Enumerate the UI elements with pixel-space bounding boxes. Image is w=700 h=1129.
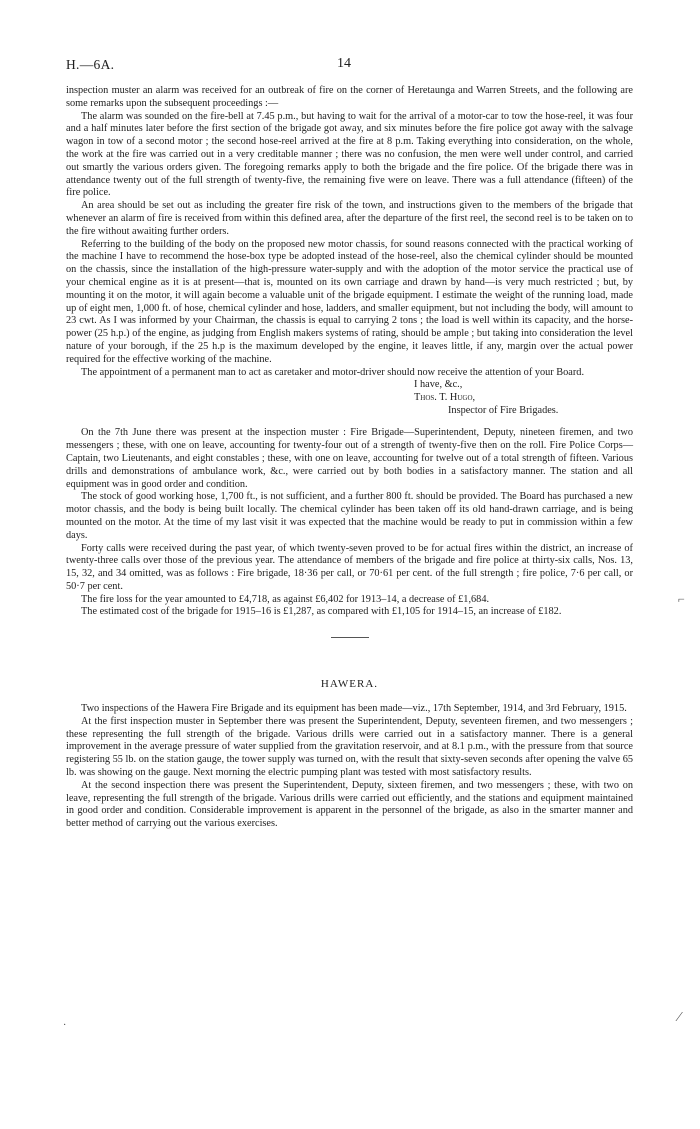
margin-mark: ⁄ xyxy=(678,1010,681,1025)
paragraph: At the second inspection there was present the Superintendent, Deputy, sixteen firemen, and two messengers ; these, with two on leave, representing the full strength of the brigade. Various drills were carried out efficiently, and the stations and equipment maintained in good order and condition. Considerable improvement is apparent in the personnel of the brigade, as also in the smarter manner and better method of carrying out the various exercises. xyxy=(66,779,633,830)
signature-name: Thos. T. Hugo, xyxy=(414,392,476,404)
paragraph: The alarm was sounded on the fire-bell at 7.45 p.m., but having to wait for the arrival of a motor-car to tow the hose-reel, it was four and a half minutes later before the first section of the brigade got away, and six minutes before the fire police got away with the salvage wagon in tow of a second motor ; the second hose-reel arrived at the fire at 8 p.m. Taking everything into consideration, on the whole, the work at the fire was carried out in a very creditable manner ; there was no confusion, the men were well under control, and carried out smartly the various orders given. The foregoing remarks apply to both the brigade and the fire police. Of the brigade there was in attendance twenty out of the full strength of twenty-five, the remaining five were on leave. There was a full attendance (fifteen) of the fire police. xyxy=(66,110,633,199)
margin-mark: ⌐ xyxy=(678,592,685,606)
document-reference: H.—6A. xyxy=(66,57,115,72)
paragraph: An area should be set out as including the greater fire risk of the town, and instructions given to the members of the brigade that whenever an alarm of fire is received from within this defined area, after the departure of the first reel, the second reel is to be taken on to the fire without awaiting further orders. xyxy=(66,200,633,237)
paragraph: The fire loss for the year amounted to £4,718, as against £6,402 for 1913–14, a decrease of £1,684. xyxy=(81,593,490,605)
paragraph: Forty calls were received during the past year, of which twenty-seven proved to be for actual fires within the district, an increase of twenty-three calls over those of the previous year. The attendance of members of the brigade and fire police at thirty-six calls, Nos. 13, 15, 32, and 34 omitted, was as follows : Fire brigade, 18·36 per call, or 70·61 per cent. of the full strength ; fire police, 7·6 per call, or 50·7 per cent. xyxy=(66,542,633,592)
margin-mark: · xyxy=(63,1020,67,1031)
signature-title: Inspector of Fire Brigades. xyxy=(448,405,559,417)
paragraph: inspection muster an alarm was received for an outbreak of fire on the corner of Heretaunga and Warren Streets, and the following are some remarks upon the subsequent proceedings :— xyxy=(66,85,633,109)
signature-closing: I have, &c., xyxy=(414,379,463,391)
paragraph: Referring to the building of the body on the proposed new motor chassis, for sound reasons connected with the practical working of the machine I have to recommend the hose-box type be adopted instead of the hose-reel, also the chemical cylinder should be mounted on the chassis, since the installation of the high-pressure water-supply and with the adoption of the motor service the practical use of your chemical engine as it is at present—that is, mounted on its own carriage and drawn by hand—is very much restricted ; but, by mounting it on the motor, it will again become a valuable unit of the brigade equipment. I estimate the weight of the running load, made up of eight men, 1,000 ft. of hose, chemical cylinder and hose, ladders, and smaller equipment, but not including the body, will amount to 23 cwt. As I was informed by your Chairman, the chassis is equal to carrying 2 tons ; the load is well within its capacity, and the horse-power (25 h.p.) of the engine, as judging from English makers systems of rating, should be ample ; but taking into consideration the level nature of your borough, if the 25 h.p is the maximum developed by the engine, it leaves little, if any, margin over the actual power required for the effective working of the machine. xyxy=(66,238,633,365)
section-divider xyxy=(331,637,369,638)
paragraph: Two inspections of the Hawera Fire Brigade and its equipment has been made—viz., 17th September, 1914, and 3rd February, 1915. xyxy=(81,703,627,715)
paragraph: The stock of good working hose, 1,700 ft., is not sufficient, and a further 800 ft. should be provided. The Board has purchased a new motor chassis, and the body is being built locally. The chemical cylinder has been taken off its old hand-drawn carriage, and is being mounted on the motor. At the time of my last visit it was expected that the machine would be ready to put in commission within a few days. xyxy=(66,491,633,541)
section-heading: HAWERA. xyxy=(320,678,379,691)
paragraph: The estimated cost of the brigade for 1915–16 is £1,287, as compared with £1,105 for 1914–15, an increase of £182. xyxy=(81,606,562,618)
paragraph: On the 7th June there was present at the inspection muster : Fire Brigade—Superintendent, Deputy, nineteen firemen, and two messengers ; these, with one on leave, accounting for twenty-four out of a strength of twenty-five then on the roll. Fire Police Corps—Captain, two Lieutenants, and eight constables ; these, with one on leave, accounting for twelve out of a total strength of fifteen. Various drills and demonstrations of ambulance work, &c., were carried out by both bodies in a satisfactory manner. The station and all equipment was in good order and condition. xyxy=(66,427,633,490)
document-body xyxy=(66,85,633,831)
signature-block xyxy=(66,379,633,418)
page-number: 14 xyxy=(337,56,351,71)
paragraph: At the first inspection muster in September there was present the Superintendent, Deputy, seventeen firemen, and two messengers ; these representing the full strength of the brigade. Various drills were carried out in a satisfactory manner. There is a general improvement in the average pressure of water supplied from the gravitation reservoir, and at 8.1 p.m., with the pressure from that source registering 55 lb. on the station gauge, the tower supply was turned on, with the result that sixty-seven seconds after opening the valve 65 lb. was showing on the gauge. Next morning the electric pumping plant was tested with most satisfactory results. xyxy=(66,715,633,779)
paragraph: The appointment of a permanent man to act as caretaker and motor-driver should now receive the attention of your Board. xyxy=(81,366,585,378)
